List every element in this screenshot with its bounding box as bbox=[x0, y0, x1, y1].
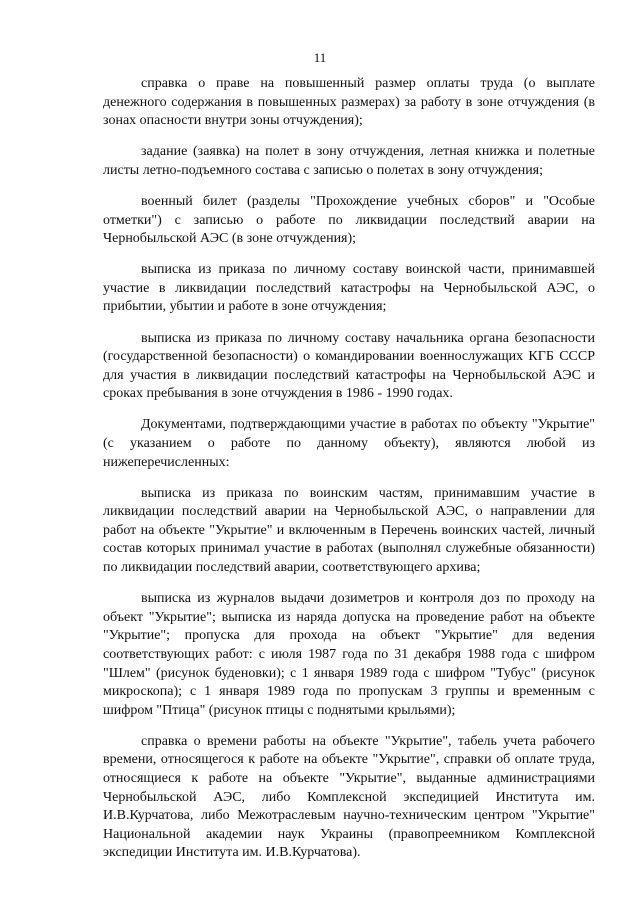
paragraph-ukrytie-unit-order: выписка из приказа по воинским частям, принимавшим участие в ликвидации последствий аварии на Чернобыльской АЭС, о направлении для работ на объекте "Укрытие" и включенным в Перечень воинских частей, личный состав которых принимал участие в работах (выполнял служебные обязанности) по ликвидации последствий аварии, соответствующего архива; bbox=[103, 485, 595, 576]
paragraph-dosimeter-journal: выписка из журналов выдачи дозиметров и контроля доз по проходу на объект "Укрытие"; выписка из наряда допуска на проведение работ на объекте "Укрытие"; пропуска для прохода на объект "Укрытие" для ведения соответствующих работ: с июля 1987 года по 31 декабря 1988 года с шифром "Шлем" (рисунок буденовки); с 1 января 1989 года с шифром "Тубус" (рисунок микроскопа); с 1 января 1989 года по пропускам 3 группы и временным с шифром "Птица" (рисунок птицы с поднятыми крыльями); bbox=[103, 591, 595, 718]
paragraph-work-time-certificate: справка о времени работы на объекте "Укрытие", табель учета рабочего времени, относящегося к работе на объекте "Укрытие", справки об оплате труда, относящиеся к работе на объекте "Укрытие", выданные администрациями Чернобыльской АЭС, либо Комплексной экспедицией Института им. И.В.Курчатова, либо Межотраслевым научно-техническим центром "Укрытие" Национальной академии наук Украины (правопреемником Комплексной экспедиции Института им. И.В.Курчатова). bbox=[103, 733, 595, 861]
paragraph-kgb-order: выписка из приказа по личному составу начальника органа безопасности (государственной безопасности) о командировании военнослужащих КГБ СССР для участия в ликвидации последствий катастрофы на Чернобыльской АЭС и сроках пребывания в зоне отчуждения в 1986 - 1990 годах. bbox=[103, 330, 595, 402]
paragraph-ukrytie-documents-intro: Документами, подтверждающими участие в работах по объекту "Укрытие" (с указанием о работе по данному объекту), являются любой из нижеперечисленных: bbox=[103, 417, 595, 470]
page-number: 11 bbox=[313, 50, 327, 65]
paragraph-military-unit-order: выписка из приказа по личному составу воинской части, принимавшей участие в ликвидации последствий катастрофы на Чернобыльской АЭС, о прибытии, убытии и работе в зоне отчуждения; bbox=[103, 262, 595, 315]
paragraph-flight-task: задание (заявка) на полет в зону отчуждения, летная книжка и полетные листы летно-подъемного состава с записью о полетах в зону отчуждения; bbox=[103, 144, 595, 178]
document-body bbox=[103, 75, 595, 875]
paragraph-military-id: военный билет (разделы "Прохождение учебных сборов" и "Особые отметки") с записью о работе по ликвидации последствий аварии на Чернобыльской АЭС (в зоне отчуждения); bbox=[103, 193, 595, 247]
paragraph-salary-certificate: справка о праве на повышенный размер оплаты труда (о выплате денежного содержания в повышенных размерах) за работу в зоне отчуждения (в зонах опасности внутри зоны отчуждения); bbox=[103, 76, 595, 129]
